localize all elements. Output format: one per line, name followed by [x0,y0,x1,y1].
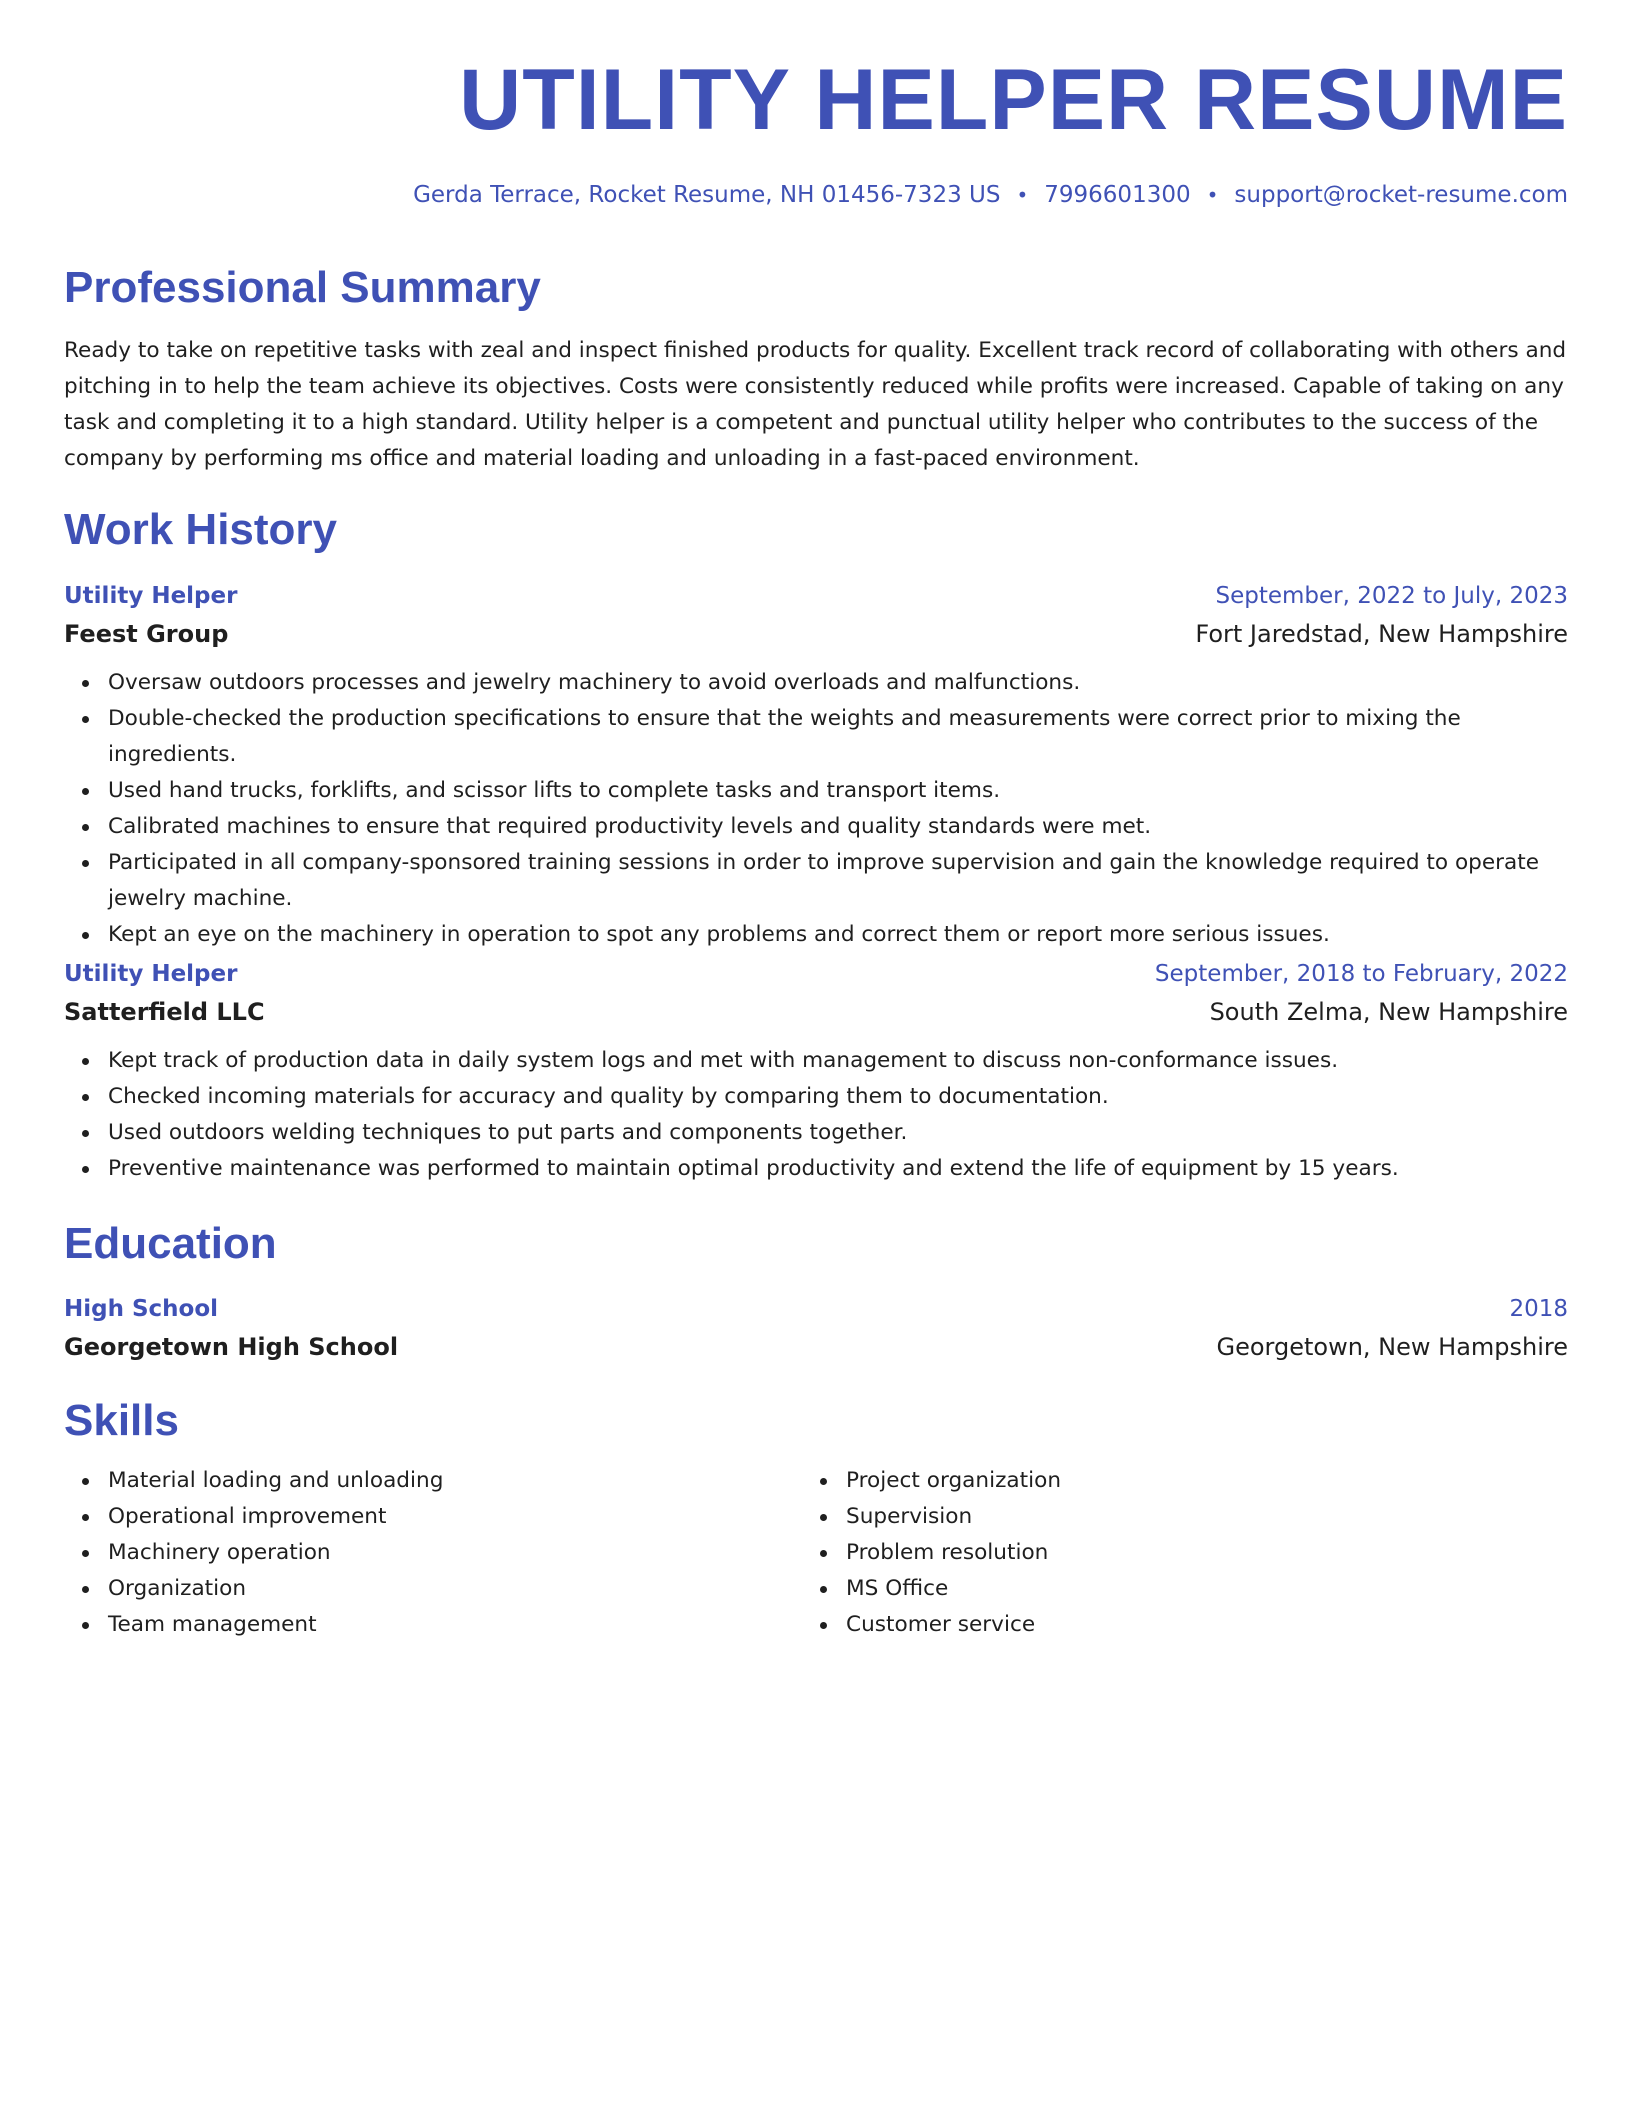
job-bullet: Calibrated machines to ensure that required productivity levels and quality standards were met. [108,809,1568,845]
skill-item: Operational improvement [108,1499,802,1535]
skills-heading: Skills [64,1396,179,1445]
skill-item: Customer service [846,1607,1540,1643]
job-employer: Satterfield LLC [64,998,265,1026]
job-bullet: Used hand trucks, forklifts, and scissor lifts to complete tasks and transport items. [108,773,1568,809]
education-year: 2018 [1509,1296,1568,1322]
job-bullet: Used outdoors welding techniques to put parts and components together. [108,1115,1568,1151]
job-title: Utility Helper [64,961,238,987]
contact-phone: 7996601300 [1044,182,1191,208]
skill-item: Material loading and unloading [108,1463,802,1499]
job-employer: Feest Group [64,620,229,648]
job-location: South Zelma, New Hampshire [1209,998,1568,1026]
resume-title: UTILITY HELPER RESUME [459,52,1568,148]
skills-list [64,1463,802,1643]
job-bullet: Double-checked the production specifications to ensure that the weights and measurements were correct prior to mixing the ingredients. [108,701,1568,773]
skill-item: Team management [108,1607,802,1643]
job-employer-row [64,615,1568,653]
job-entry [64,955,1568,1187]
education-school: Georgetown High School [64,1333,399,1361]
job-bullet: Kept track of production data in daily system logs and met with management to discuss non-conformance issues. [108,1043,1568,1079]
job-title: Utility Helper [64,583,238,609]
contact-separator: • [1206,183,1219,207]
work-history-heading: Work History [64,505,338,554]
job-dates: September, 2018 to February, 2022 [1154,961,1568,987]
job-location: Fort Jaredstad, New Hampshire [1195,620,1568,648]
skills-grid [64,1463,1568,1643]
contact-address: Gerda Terrace, Rocket Resume, NH 01456-7323 US [413,182,1001,208]
job-entry [64,577,1568,953]
education-school-row [64,1328,1568,1366]
skill-item: Problem resolution [846,1535,1540,1571]
education-location: Georgetown, New Hampshire [1216,1333,1568,1361]
skills-column-right [802,1463,1540,1643]
skill-item: Machinery operation [108,1535,802,1571]
skills-list [802,1463,1540,1643]
job-dates: September, 2022 to July, 2023 [1215,583,1568,609]
skill-item: Supervision [846,1499,1540,1535]
job-title-row [64,577,1568,615]
job-title-row [64,955,1568,993]
contact-line [413,180,1568,210]
education-degree-row [64,1290,1568,1328]
summary-text: Ready to take on repetitive tasks with zeal and inspect finished products for quality. Excellent track record of collaborating with others and pitching in to help the team achieve its objectives. Costs were consistently reduced while profits were increased. Capable of taking on any task and completing it to a high standard. Utility helper is a competent and punctual utility helper who contributes to the success of the company by performing ms office and material loading and unloading in a fast-paced environment. [64,338,1567,471]
job-bullet-list [64,1043,1568,1187]
skill-item: MS Office [846,1571,1540,1607]
job-bullet: Preventive maintenance was performed to maintain optimal productivity and extend the life of equipment by 15 years. [108,1151,1568,1187]
education-degree: High School [64,1296,219,1322]
job-bullet: Kept an eye on the machinery in operation to spot any problems and correct them or report more serious issues. [108,917,1568,953]
skills-column-left [64,1463,802,1643]
job-bullet-list [64,665,1568,953]
education-entry [64,1290,1568,1366]
skill-item: Organization [108,1571,802,1607]
summary-heading: Professional Summary [64,263,541,312]
job-bullet: Checked incoming materials for accuracy and quality by comparing them to documentation. [108,1079,1568,1115]
job-employer-row [64,993,1568,1031]
job-bullet: Participated in all company-sponsored training sessions in order to improve supervision and gain the knowledge required to operate jewelry machine. [108,845,1568,917]
education-heading: Education [64,1219,277,1268]
job-bullet: Oversaw outdoors processes and jewelry machinery to avoid overloads and malfunctions. [108,665,1568,701]
contact-email: support@rocket-resume.com [1234,182,1568,208]
contact-separator: • [1016,183,1029,207]
skill-item: Project organization [846,1463,1540,1499]
